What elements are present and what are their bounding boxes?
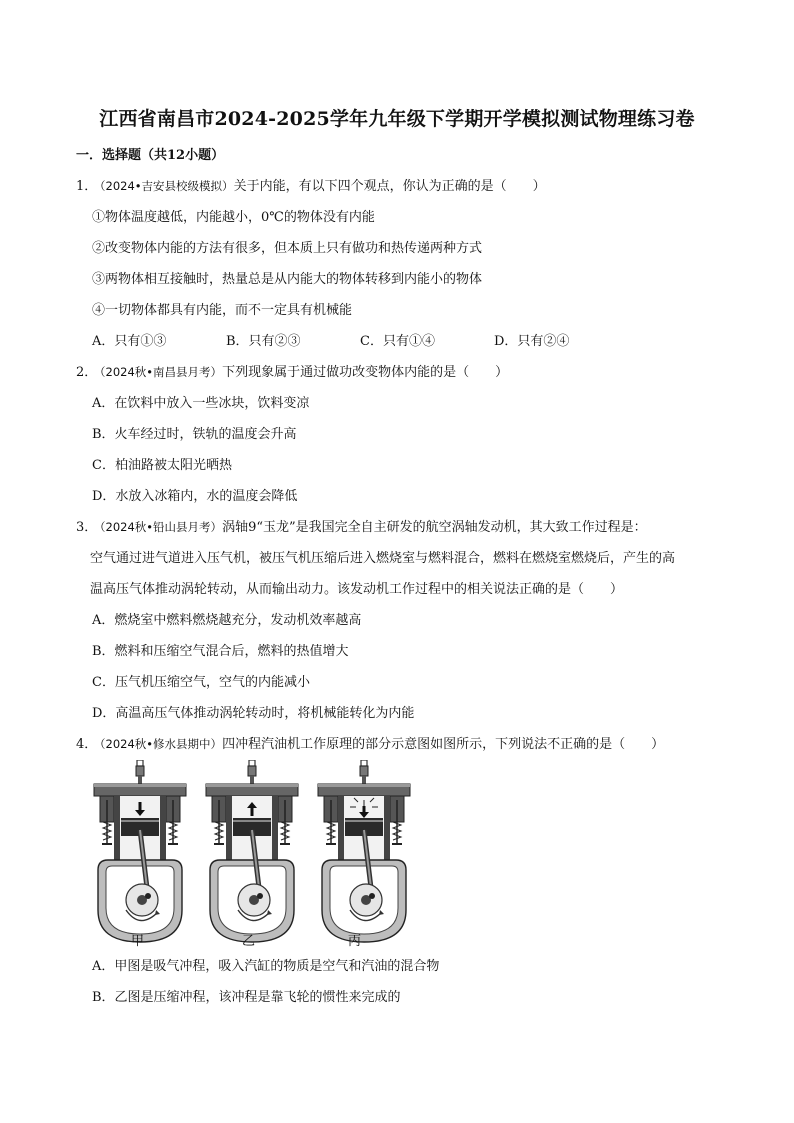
option-d[interactable]: D．只有②④: [494, 334, 570, 349]
page-title: 江西省南昌市2024-2025学年九年级下学期开学模拟测试物理练习卷: [99, 108, 695, 130]
option-b[interactable]: B．只有②③: [226, 334, 301, 349]
option-a[interactable]: A．燃烧室中燃料燃烧越充分，发动机效率越高: [92, 613, 362, 628]
engine-stroke-figure: [90, 760, 430, 950]
section-title: 一．选择题（共12小题）: [76, 148, 225, 163]
statement-2: ②改变物体内能的方法有很多，但本质上只有做功和热传递两种方式: [92, 241, 483, 256]
option-d[interactable]: D．高温高压气体推动涡轮转动时，将机械能转化为内能: [92, 706, 415, 721]
figure-label-jia: 甲: [131, 934, 145, 949]
question-stem: 下列现象属于通过做功改变物体内能的是（ ）: [222, 365, 509, 380]
question-source: （2024秋•铅山县月考）: [94, 520, 223, 534]
statement-4: ④一切物体都具有内能，而不一定具有机械能: [92, 303, 353, 318]
option-c[interactable]: C．柏油路被太阳光晒热: [92, 458, 232, 473]
option-b[interactable]: B．乙图是压缩冲程，该冲程是靠飞轮的惯性来完成的: [92, 990, 401, 1005]
question-3-stem-line-2: 空气通过进气道进入压气机，被压气机压缩后进入燃烧室与燃料混合，燃料在燃烧室燃烧后，产生的高: [90, 551, 676, 566]
option-b[interactable]: B．燃料和压缩空气混合后，燃料的热值增大: [92, 644, 349, 659]
question-number: 2．: [76, 365, 98, 380]
question-2: [76, 361, 508, 380]
question-stem: 关于内能，有以下四个观点，你认为正确的是（ ）: [233, 179, 546, 194]
question-stem: 四冲程汽油机工作原理的部分示意图如图所示，下列说法不正确的是（ ）: [222, 737, 665, 752]
question-source: （2024秋•修水县期中）: [94, 737, 223, 751]
question-stem: 涡轴9“玉龙”是我国完全自主研发的航空涡轴发动机，其大致工作过程是：: [222, 520, 647, 535]
figure-label-bing: 丙: [348, 934, 362, 949]
question-3: [76, 516, 647, 535]
option-c[interactable]: C．压气机压缩空气，空气的内能减小: [92, 675, 310, 690]
question-3-stem-line-3: 温高压气体推动涡轮转动，从而输出动力。该发动机工作过程中的相关说法正确的是（ ）: [90, 582, 624, 597]
question-number: 4．: [76, 737, 98, 752]
option-a[interactable]: A．只有①③: [92, 334, 167, 349]
question-1: [76, 175, 546, 194]
option-a[interactable]: A．甲图是吸气冲程，吸入汽缸的物质是空气和汽油的混合物: [92, 959, 440, 974]
figure-label-yi: 乙: [242, 934, 256, 949]
question-source: （2024秋•南昌县月考）: [94, 365, 223, 379]
statement-1: ①物体温度越低，内能越小，0℃的物体没有内能: [92, 210, 375, 225]
option-d[interactable]: D．水放入冰箱内，水的温度会降低: [92, 489, 298, 504]
option-b[interactable]: B．火车经过时，铁轨的温度会升高: [92, 427, 297, 442]
q1-options: [92, 330, 628, 349]
question-4: [76, 733, 664, 752]
statement-3: ③两物体相互接触时，热量总是从内能大的物体转移到内能小的物体: [92, 272, 483, 287]
question-number: 3．: [76, 520, 98, 535]
question-number: 1．: [76, 179, 98, 194]
option-a[interactable]: A．在饮料中放入一些冰块，饮料变凉: [92, 396, 310, 411]
option-c[interactable]: C．只有①④: [360, 334, 435, 349]
question-source: （2024•吉安县校级模拟）: [94, 179, 234, 193]
